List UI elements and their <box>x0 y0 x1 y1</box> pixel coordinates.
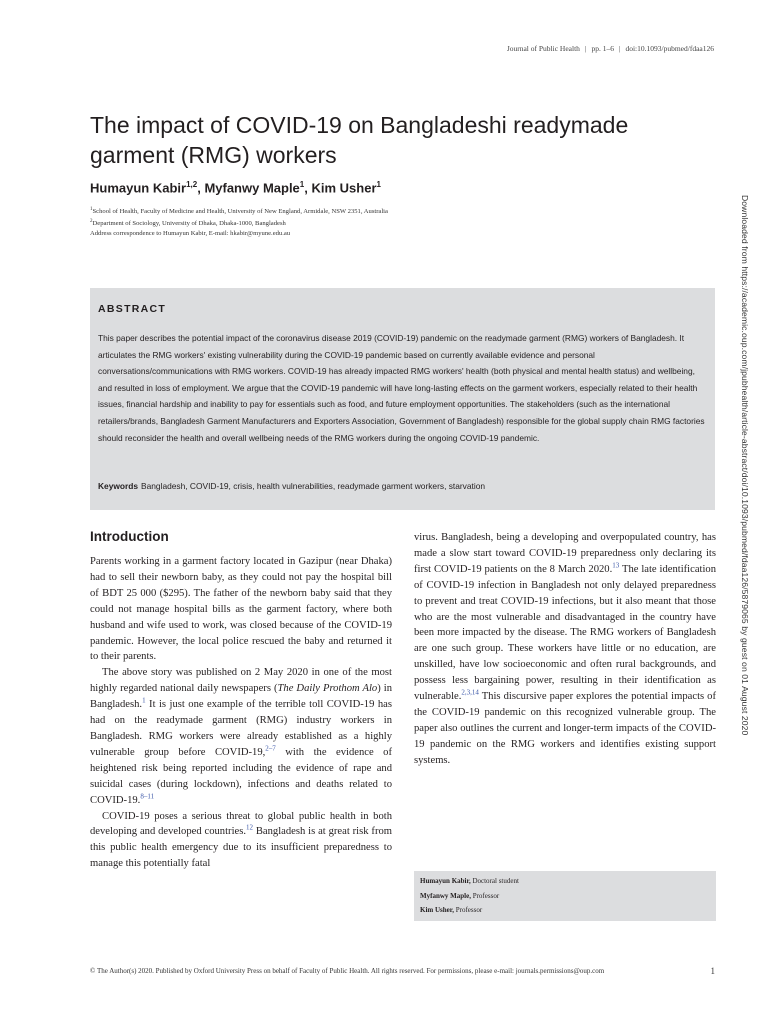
author-roles-box <box>414 871 716 921</box>
journal-header: Journal of Public Health | pp. 1–6 | doi:10.1093/pubmed/fdaa126 <box>506 44 714 53</box>
author-role-line: Myfanwy Maple, Professor <box>420 891 500 900</box>
author-list: Humayun Kabir$^{1,2}$, Myfanwy Maple$^1$, Kim Usher$^1$ <box>90 180 381 196</box>
author-affiliation-marker: 1,2 <box>186 180 198 189</box>
keywords <box>98 480 706 492</box>
affiliation-line: $^2$Department of Sociology, University of Dhaka, Dhaka-1000, Bangladesh <box>90 219 286 228</box>
affiliations <box>90 205 650 239</box>
author-role-line: Kim Usher, Professor <box>420 906 483 914</box>
page-range: pp. 1–6 <box>591 44 614 53</box>
abstract-text: This paper describes the potential impact of the coronavirus disease 2019 (COVID-19) pandemic on the readymade garment (RMG) workers of Bangladesh. It articulates the RMG workers' existing vulnerability during the COVID-19 pandemic based on currently available evidence and personal conversations/communications with RMG workers. COVID-19 has already impacted RMG workers' health (both physical and mental health status) and wellbeing, and resulted in loss of employment. We argue that the COVID-19 pandemic will have long-lasting effects on the garment workers, especially related to their health issues, financial hardship and inability to pay for essentials such as food, and future employment opportunities. The stakeholders (such as the international retailers/brands, Bangladesh Garment Manufacturers and Exporters Association, Government of Bangladesh) responsible for the global supply chain RMG factories should reconsider the health and overall wellbeing needs of the RMG workers during the ongoing COVID-19 pandemic. <box>98 333 705 443</box>
copyright-footer <box>90 967 715 975</box>
doi-link[interactable]: doi:10.1093/pubmed/fdaa126 <box>625 44 714 53</box>
abstract-box <box>90 288 715 510</box>
section-heading-introduction: Introduction <box>90 529 169 544</box>
author-name: Myfanwy Maple <box>204 180 300 196</box>
citation-link[interactable]: 8–11 <box>140 792 155 801</box>
author-name: Kim Usher <box>311 180 377 196</box>
journal-name: Journal of Public Health <box>506 44 580 53</box>
paragraph: Parents working in a garment factory located in Gazipur (near Dhaka) had to sell their newborn baby, as they could not pay the hospital bill of BDT 25 000 ($295). The father of the newborn baby said that they could not manage hospital bills as the garment factory, where both husband and wife used to work, was closed because of the COVID-19 pandemic. However, the local police rescued the baby and returned it to their parents. <box>90 556 392 663</box>
body-column-right <box>414 530 716 769</box>
article-title: The impact of COVID-19 on Bangladeshi readymade garment (RMG) workers <box>90 112 629 168</box>
download-watermark: Downloaded from https://academic.oup.com/jpubhealth/article-abstract/doi/10.1093/pubmed/fdaa126/5879065 by guest on 01 August 2020 <box>740 195 750 736</box>
paragraph: COVID-19 poses a serious threat to global public health in both developing and developed countries.$^{12}$ Bangladesh is at great risk from this public health emergency due to its insufficient preparedness to manage this potentially fatal <box>90 810 393 870</box>
page-number: 1 <box>710 966 715 976</box>
citation-link[interactable]: 1 <box>142 696 146 705</box>
paragraph-continued <box>414 530 716 769</box>
citation-link[interactable]: 12 <box>246 823 253 832</box>
paragraph: The above story was published on 2 May 2020 in one of the most highly regarded national daily newspapers (The Daily Prothom Alo) in Bangladesh.$^1$ It is just one example of the terrible toll COVID-19 has had on the readymade garment (RMG) industry workers in Bangladesh. RMG workers were already established as a highly vulnerable group before COVID-19,$^{2-7}$ with the evidence of heightened risk being reported including the evidence of rape and suicidal cases (during lockdown), infections and deaths related to COVID-19.$^{8-11}$ <box>90 667 392 806</box>
affiliation-line: $^1$School of Health, Faculty of Medicine and Health, University of New England, Armidale, NSW 2351, Australia <box>90 207 388 216</box>
text-run: The late identification of COVID-19 infection in Bangladesh not only delayed preparedness to prevent and treat COVID-19 infections, but it also meant that those who are the most vulnerable and disadvantaged in the country have been more impacted by the disease. The RMG workers of Bangladesh are one such group. These workers have little or no education, are unskilled, have low socioeconomic and often rural backgrounds, and possess less bargaining power, resulting in their identification as vulnerable. <box>414 563 716 703</box>
citation-link[interactable]: 2–7 <box>265 744 276 753</box>
copyright-text: © The Author(s) 2020. Published by Oxford University Press on behalf of Faculty of Public Health. All rights reserved. For permissions, please e-mail: journals.permissions@oup.com <box>90 967 605 975</box>
keywords-list: Bangladesh, COVID-19, crisis, health vulnerabilities, readymade garment workers, starvation <box>141 481 486 491</box>
correspondence-line[interactable]: Address correspondence to Humayun Kabir, E-mail: hkabir@myune.edu.au <box>90 230 291 238</box>
author-name: Humayun Kabir <box>90 180 187 196</box>
newspaper-name: The Daily Prothom Alo <box>277 683 378 695</box>
citation-link[interactable]: 2,3,14 <box>461 688 479 697</box>
author-affiliation-marker: 1 <box>376 180 381 189</box>
body-column-left <box>90 554 392 872</box>
text-run: This discursive paper explores the potential impacts of the COVID-19 pandemic on this recognized vulnerable group. The paper also outlines the current and longer-term impacts of the COVID-19 pandemic on the RMG workers and identifies existing support systems. <box>414 691 716 766</box>
author-role-line: Humayun Kabir, Doctoral student <box>420 877 519 885</box>
keywords-label: Keywords <box>98 481 139 491</box>
text-run: virus. Bangladesh, being a developing and overpopulated country, has made a slow start toward COVID-19 preparedness only declaring its first COVID-19 patients on the 8 March 2020. <box>414 532 716 575</box>
citation-link[interactable]: 13 <box>612 561 620 570</box>
abstract-heading: ABSTRACT <box>98 303 167 315</box>
author-affiliation-marker: 1 <box>299 180 305 189</box>
